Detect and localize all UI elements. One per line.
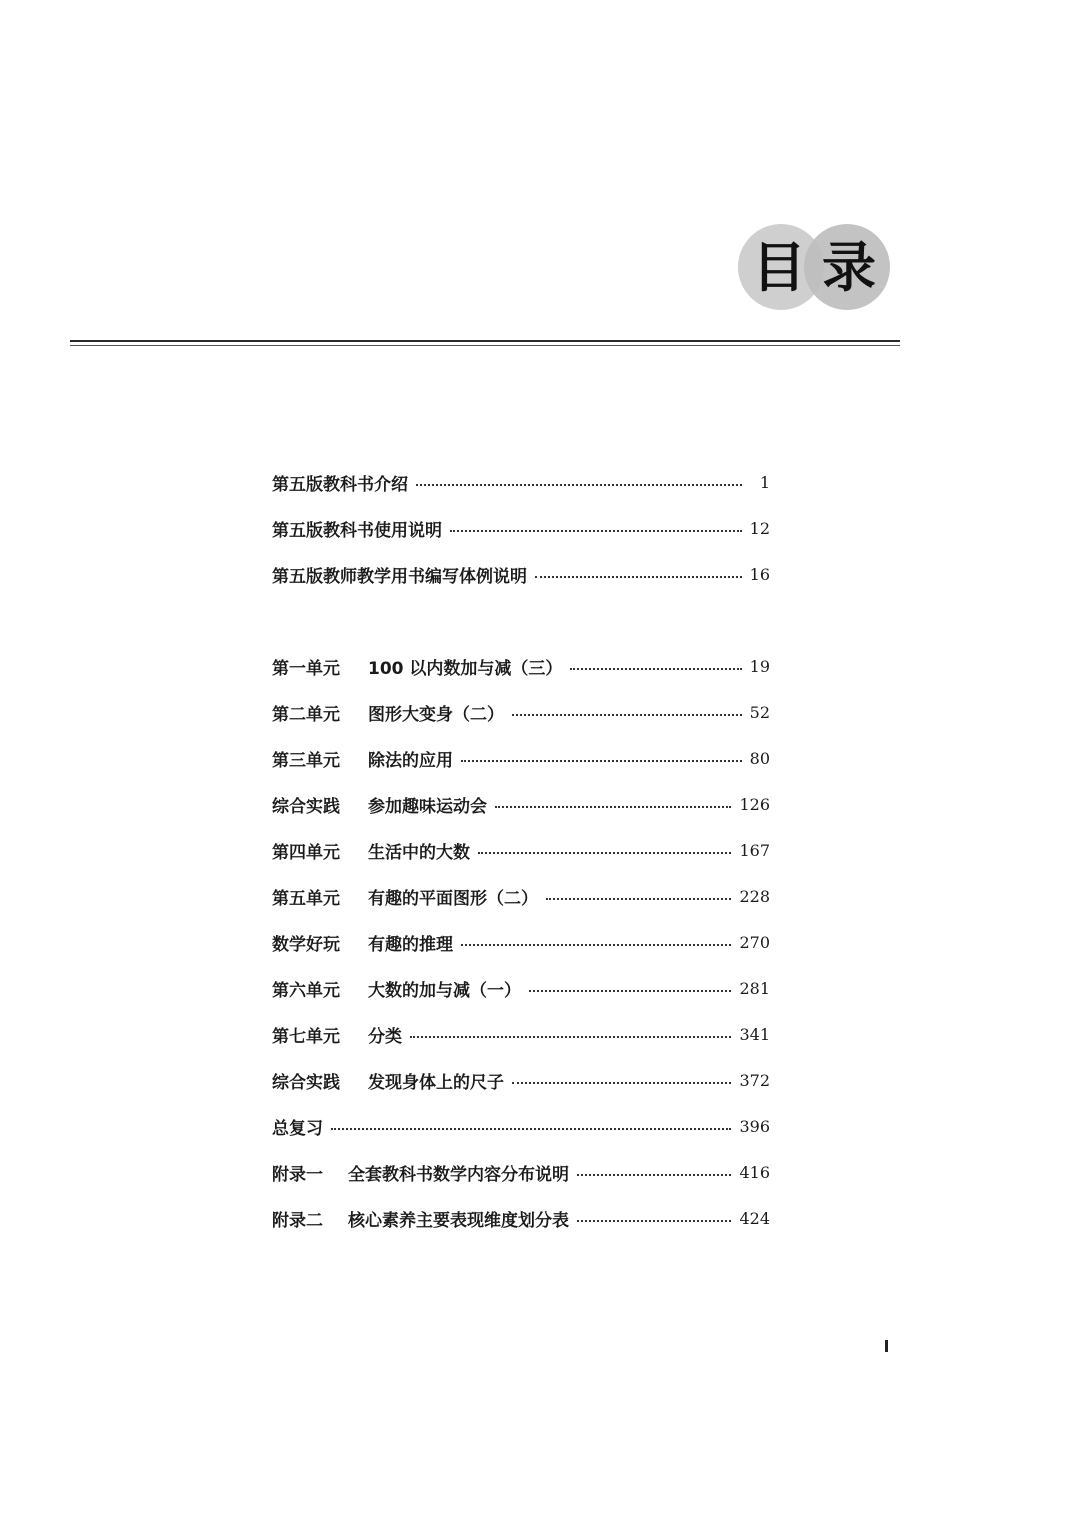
entry-page-number: 228 xyxy=(739,886,770,906)
unit-label: 综合实践 xyxy=(272,796,340,817)
dot-leader xyxy=(461,760,742,762)
toc-entry xyxy=(272,559,770,589)
unit-label: 数学好玩 xyxy=(272,934,340,955)
entry-page-number: 281 xyxy=(739,978,770,998)
toc-entry xyxy=(272,651,770,681)
unit-label: 第七单元 xyxy=(272,1026,340,1047)
entry-title: 大数的加与减（一） xyxy=(368,980,521,1001)
unit-label: 第六单元 xyxy=(272,980,340,1001)
unit-label: 第二单元 xyxy=(272,704,340,725)
dot-leader xyxy=(577,1220,731,1222)
entry-page-number: 167 xyxy=(739,840,770,860)
unit-label: 综合实践 xyxy=(272,1072,340,1093)
entry-page-number: 19 xyxy=(749,656,770,676)
toc-entry xyxy=(272,1203,770,1233)
dot-leader xyxy=(570,668,741,670)
entry-page-number: 416 xyxy=(739,1162,770,1182)
unit-label: 第五单元 xyxy=(272,888,340,909)
dot-leader xyxy=(529,990,731,992)
entry-title: 核心素养主要表现维度划分表 xyxy=(348,1210,569,1231)
entry-page-number: 424 xyxy=(739,1208,770,1228)
entry-title: 除法的应用 xyxy=(368,750,453,771)
dot-leader xyxy=(535,576,742,578)
toc-entry xyxy=(272,789,770,819)
title-char-1: 目 xyxy=(752,236,806,299)
toc-entry xyxy=(272,1157,770,1187)
appendix-label: 附录一 xyxy=(272,1164,323,1185)
toc-entry xyxy=(272,1065,770,1095)
entry-page-number: 126 xyxy=(739,794,770,814)
toc-entry xyxy=(272,1111,770,1141)
dot-leader xyxy=(331,1128,731,1130)
dot-leader xyxy=(512,1082,731,1084)
toc-entry xyxy=(272,743,770,773)
dot-leader xyxy=(546,898,731,900)
dot-leader xyxy=(410,1036,731,1038)
entry-page-number: 12 xyxy=(749,518,770,538)
dot-leader xyxy=(461,944,731,946)
dot-leader xyxy=(577,1174,731,1176)
entry-page-number: 341 xyxy=(739,1024,770,1044)
entry-title: 总复习 xyxy=(272,1118,323,1139)
entry-title: 全套教科书数学内容分布说明 xyxy=(348,1164,569,1185)
toc-entry xyxy=(272,973,770,1003)
entry-title: 有趣的推理 xyxy=(368,934,453,955)
entry-title: 第五版教科书介绍 xyxy=(272,474,408,495)
entry-page-number: 80 xyxy=(749,748,770,768)
entry-page-number: 16 xyxy=(749,564,770,584)
dot-leader xyxy=(478,852,731,854)
unit-label: 第一单元 xyxy=(272,658,340,679)
toc-entry xyxy=(272,881,770,911)
title-rule-thick xyxy=(70,340,900,342)
toc-entry xyxy=(272,927,770,957)
entry-title: 生活中的大数 xyxy=(368,842,470,863)
entry-title: 图形大变身（二） xyxy=(368,704,504,725)
entry-title: 100 以内数加与减（三） xyxy=(368,658,563,679)
dot-leader xyxy=(512,714,742,716)
entry-title: 有趣的平面图形（二） xyxy=(368,888,538,909)
dot-leader xyxy=(416,484,742,486)
entry-page-number: 1 xyxy=(759,472,770,492)
entry-title: 第五版教师教学用书编写体例说明 xyxy=(272,566,527,587)
entry-page-number: 372 xyxy=(739,1070,770,1090)
unit-label: 第三单元 xyxy=(272,750,340,771)
toc-entry xyxy=(272,467,770,497)
title-rule-thin xyxy=(70,345,900,346)
entry-title: 参加趣味运动会 xyxy=(368,796,487,817)
toc-entry xyxy=(272,513,770,543)
toc-entry xyxy=(272,835,770,865)
dot-leader xyxy=(450,530,742,532)
dot-leader xyxy=(495,806,731,808)
entry-title: 发现身体上的尺子 xyxy=(368,1072,504,1093)
page-folio-mark xyxy=(885,1340,888,1352)
entry-page-number: 270 xyxy=(739,932,770,952)
toc-entry xyxy=(272,697,770,727)
entry-title: 分类 xyxy=(368,1026,402,1047)
entry-page-number: 396 xyxy=(739,1116,770,1136)
toc-entry xyxy=(272,1019,770,1049)
unit-label: 第四单元 xyxy=(272,842,340,863)
toc-title-badge xyxy=(738,222,894,314)
appendix-label: 附录二 xyxy=(272,1210,323,1231)
title-char-2: 录 xyxy=(822,236,876,299)
entry-title: 第五版教科书使用说明 xyxy=(272,520,442,541)
entry-page-number: 52 xyxy=(749,702,770,722)
